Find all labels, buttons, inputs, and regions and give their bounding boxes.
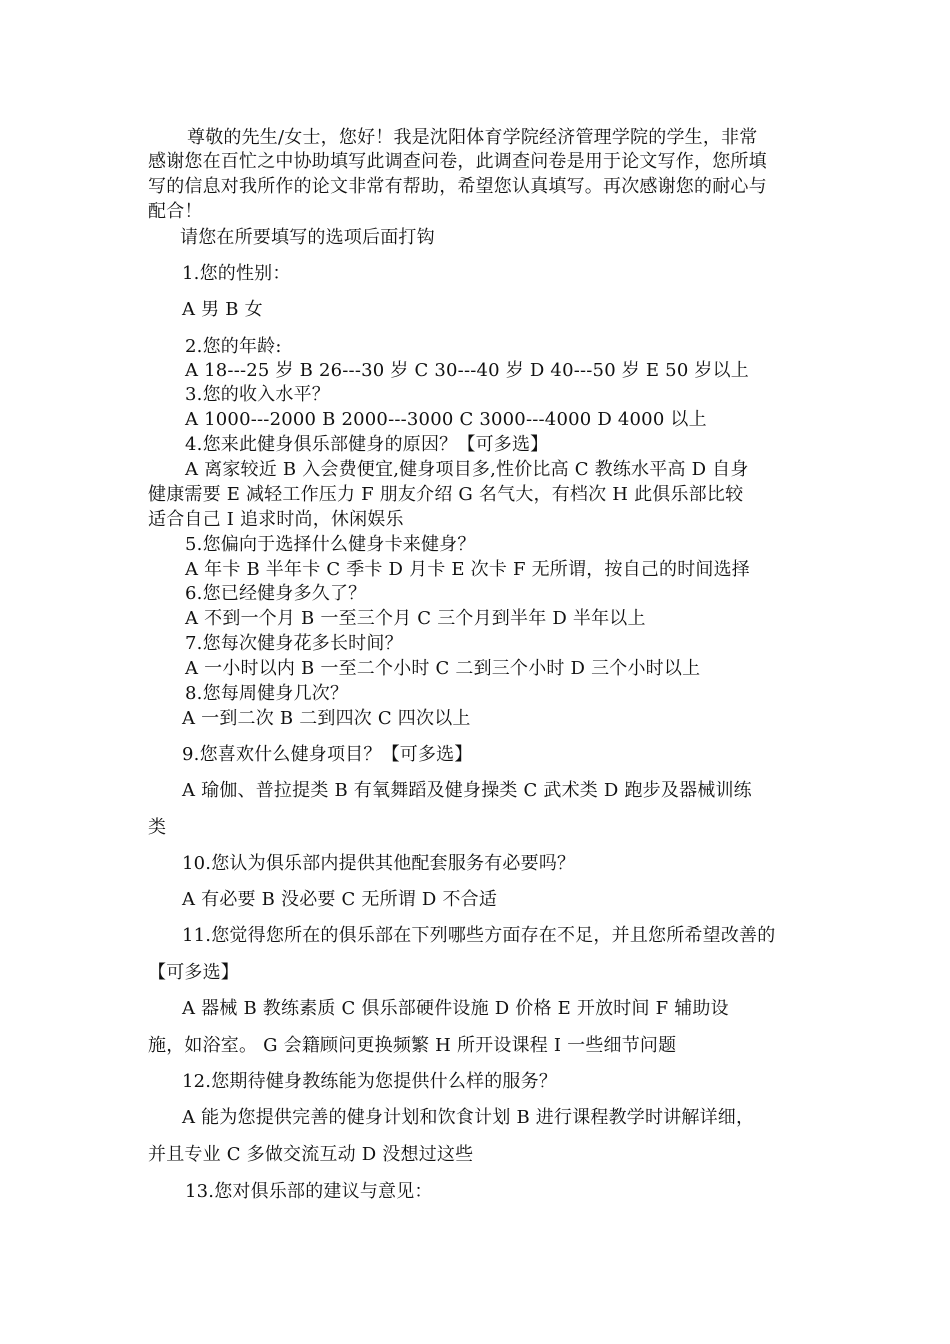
question-3-options: A 1000---2000 B 2000---3000 C 3000---4000 D 4000 以上	[185, 409, 707, 430]
intro-line: 感谢您在百忙之中协助填写此调查问卷，此调查问卷是用于论文写作，您所填	[148, 151, 767, 172]
question-1-options: A 男 B 女	[182, 299, 263, 320]
question-10: 10.您认为俱乐部内提供其他配套服务有必要吗？	[182, 853, 576, 874]
question-6: 6.您已经健身多久了？	[185, 583, 367, 604]
question-8-options: A 一到二次 B 二到四次 C 四次以上	[182, 708, 471, 729]
question-12: 12.您期待健身教练能为您提供什么样的服务？	[182, 1071, 558, 1092]
question-4-options: A 离家较近 B 入会费便宜,健身项目多,性价比高 C 教练水平高 D 自身	[185, 459, 749, 480]
intro-line: 尊敬的先生/女士，您好！我是沈阳体育学院经济管理学院的学生，非常	[187, 127, 758, 148]
question-5: 5.您偏向于选择什么健身卡来健身？	[185, 534, 476, 555]
question-7: 7.您每次健身花多长时间？	[185, 633, 403, 654]
question-10-options: A 有必要 B 没必要 C 无所谓 D 不合适	[182, 889, 498, 910]
instruction: 请您在所要填写的选项后面打钩	[180, 227, 435, 248]
question-9-options: A 瑜伽、普拉提类 B 有氧舞蹈及健身操类 C 武术类 D 跑步及器械训练	[182, 780, 752, 801]
question-8: 8.您每周健身几次？	[185, 683, 349, 704]
question-12-options: 并且专业 C 多做交流互动 D 没想过这些	[148, 1144, 474, 1165]
question-12-options: A 能为您提供完善的健身计划和饮食计划 B 进行课程教学时讲解详细，	[182, 1107, 755, 1128]
question-9-options: 类	[148, 817, 167, 838]
question-1: 1.您的性别：	[182, 263, 291, 284]
question-11-options: A 器械 B 教练素质 C 俱乐部硬件设施 D 价格 E 开放时间 F 辅助设	[182, 998, 729, 1019]
question-5-options: A 年卡 B 半年卡 C 季卡 D 月卡 E 次卡 F 无所谓，按自己的时间选择	[185, 559, 750, 580]
question-11: 11.您觉得您所在的俱乐部在下列哪些方面存在不足，并且您所希望改善的	[182, 925, 776, 946]
question-2: 2.您的年龄:	[185, 336, 282, 357]
question-4: 4.您来此健身俱乐部健身的原因？【可多选】	[185, 434, 549, 455]
question-7-options: A 一小时以内 B 一至二个小时 C 二到三个小时 D 三个小时以上	[185, 658, 701, 679]
question-6-options: A 不到一个月 B 一至三个月 C 三个月到半年 D 半年以上	[185, 608, 646, 629]
question-13: 13.您对俱乐部的建议与意见：	[185, 1181, 433, 1202]
question-3: 3.您的收入水平？	[185, 384, 330, 405]
intro-line: 写的信息对我所作的论文非常有帮助，希望您认真填写。再次感谢您的耐心与	[148, 176, 767, 197]
question-4-options: 健康需要 E 减轻工作压力 F 朋友介绍 G 名气大，有档次 H 此俱乐部比较	[148, 484, 744, 505]
question-4-options: 适合自己 I 追求时尚，休闲娱乐	[148, 509, 404, 530]
intro-line: 配合！	[148, 201, 203, 222]
question-11-options: 施，如浴室。 G 会籍顾问更换频繁 H 所开设课程 I 一些细节问题	[148, 1035, 677, 1056]
question-2-options: A 18---25 岁 B 26---30 岁 C 30---40 岁 D 40---50 岁 E 50 岁以上	[185, 360, 749, 381]
question-11-options: 【可多选】	[148, 962, 239, 983]
question-9: 9.您喜欢什么健身项目？【可多选】	[182, 744, 473, 765]
